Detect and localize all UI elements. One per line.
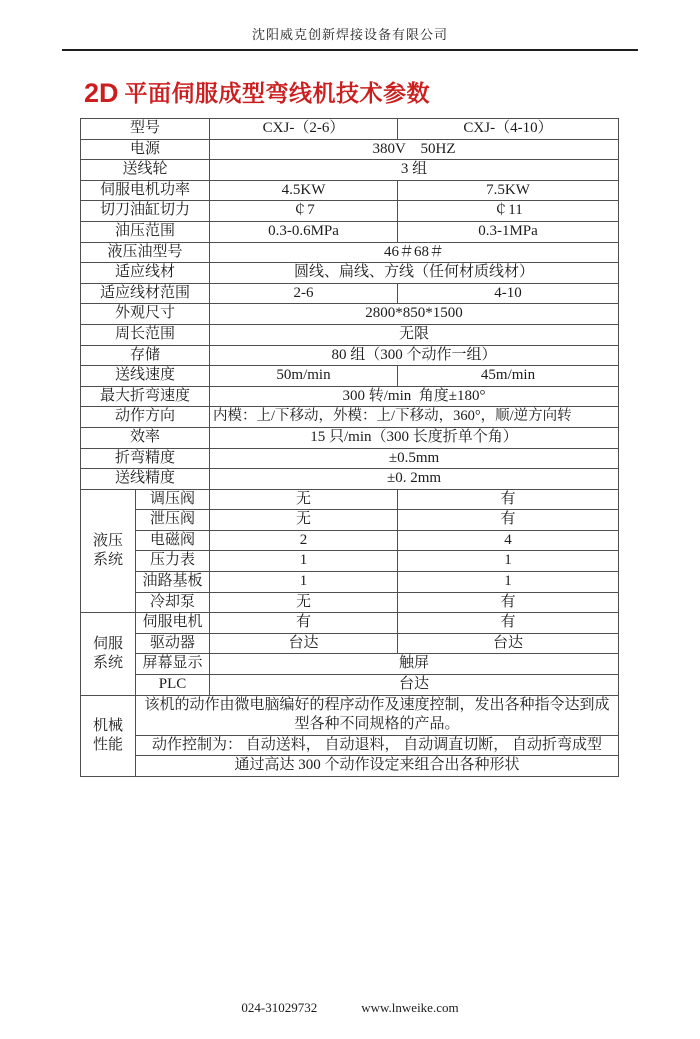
row-value-col1: 50m/min	[210, 366, 398, 387]
row-label: 动作方向	[81, 407, 210, 428]
page-footer	[0, 1000, 700, 1016]
row-label: 适应线材	[81, 263, 210, 284]
table-row	[81, 633, 619, 654]
table-row	[81, 489, 619, 510]
table-row	[81, 119, 619, 140]
row-value-col1: 台达	[210, 633, 398, 654]
group-label: 伺服系统	[81, 613, 136, 695]
row-label: 周长范围	[81, 324, 210, 345]
table-row	[81, 283, 619, 304]
company-name: 沈阳威克创新焊接设备有限公司	[251, 27, 448, 42]
row-value-col2: 7.5KW	[398, 180, 619, 201]
row-value: 无限	[210, 324, 619, 345]
table-row	[81, 160, 619, 181]
table-row	[81, 139, 619, 160]
row-label: PLC	[136, 675, 210, 696]
table-row	[81, 469, 619, 490]
row-value-col2: 1	[398, 551, 619, 572]
row-value-col2: CXJ-（4-10）	[398, 119, 619, 140]
row-value-col2: 有	[398, 510, 619, 531]
row-value-col1: 2	[210, 530, 398, 551]
table-row	[81, 530, 619, 551]
table-row	[81, 201, 619, 222]
row-value: 台达	[210, 675, 619, 696]
row-value-col2: 4-10	[398, 283, 619, 304]
table-row	[81, 221, 619, 242]
table-row	[81, 613, 619, 634]
row-label: 外观尺寸	[81, 304, 210, 325]
group-label: 液压系统	[81, 489, 136, 613]
table-row	[81, 242, 619, 263]
table-row	[81, 675, 619, 696]
table-row	[81, 304, 619, 325]
row-value: 动作控制为： 自动送料， 自动退料， 自动调直切断， 自动折弯成型	[136, 735, 619, 756]
table-row	[81, 263, 619, 284]
row-label: 伺服电机功率	[81, 180, 210, 201]
table-row	[81, 386, 619, 407]
row-value-col2: 有	[398, 613, 619, 634]
row-value-col1: 无	[210, 510, 398, 531]
row-label: 存储	[81, 345, 210, 366]
row-label: 液压油型号	[81, 242, 210, 263]
table-row	[81, 592, 619, 613]
row-value: 通过高达 300 个动作设定来组合出各种形状	[136, 756, 619, 777]
footer-website: www.lnweike.com	[361, 1000, 459, 1015]
row-label: 调压阀	[136, 489, 210, 510]
row-label: 油压范围	[81, 221, 210, 242]
row-value: 圆线、扁线、方线（任何材质线材）	[210, 263, 619, 284]
row-value-col1: 4.5KW	[210, 180, 398, 201]
row-value: 15 只/min（300 长度折单个角）	[210, 427, 619, 448]
row-value: 46＃68＃	[210, 242, 619, 263]
row-value-col2: 有	[398, 489, 619, 510]
table-row	[81, 324, 619, 345]
row-value-col2: 0.3-1MPa	[398, 221, 619, 242]
table-row	[81, 572, 619, 593]
row-value: ±0. 2mm	[210, 469, 619, 490]
row-value: 380V 50HZ	[210, 139, 619, 160]
row-value-col2: 4	[398, 530, 619, 551]
row-label: 折弯精度	[81, 448, 210, 469]
company-header	[62, 24, 638, 51]
row-label: 电磁阀	[136, 530, 210, 551]
footer-phone: 024-31029732	[241, 1000, 318, 1015]
row-label: 屏幕显示	[136, 654, 210, 675]
row-label: 送线轮	[81, 160, 210, 181]
row-label: 效率	[81, 427, 210, 448]
row-label: 送线精度	[81, 469, 210, 490]
row-value-col1: ￠7	[210, 201, 398, 222]
row-value-col2: 45m/min	[398, 366, 619, 387]
spec-table	[80, 118, 619, 777]
row-value-col2: ￠11	[398, 201, 619, 222]
table-row	[81, 551, 619, 572]
row-value-col2: 1	[398, 572, 619, 593]
page-title	[84, 75, 700, 109]
row-value-col1: 0.3-0.6MPa	[210, 221, 398, 242]
row-value: 该机的动作由微电脑编好的程序动作及速度控制，发出各种指令达到成型各种不同规格的产品。	[136, 695, 619, 735]
row-value: ±0.5mm	[210, 448, 619, 469]
row-label: 电源	[81, 139, 210, 160]
row-value: 80 组（300 个动作一组）	[210, 345, 619, 366]
table-row	[81, 427, 619, 448]
row-value-col2: 有	[398, 592, 619, 613]
row-label: 压力表	[136, 551, 210, 572]
row-value: 300 转/min 角度±180°	[210, 386, 619, 407]
title-text: 平面伺服成型弯线机技术参数	[124, 81, 431, 106]
row-label: 伺服电机	[136, 613, 210, 634]
title-prefix: 2D	[84, 78, 119, 108]
row-value-col1: 无	[210, 592, 398, 613]
spec-table-body	[81, 119, 619, 777]
row-value-col1: 2-6	[210, 283, 398, 304]
row-value-col1: 有	[210, 613, 398, 634]
row-label: 泄压阀	[136, 510, 210, 531]
table-row	[81, 180, 619, 201]
table-row	[81, 448, 619, 469]
table-row	[81, 407, 619, 428]
table-row	[81, 735, 619, 756]
table-row	[81, 695, 619, 735]
table-row	[81, 345, 619, 366]
row-label: 型号	[81, 119, 210, 140]
row-label: 油路基板	[136, 572, 210, 593]
row-value-col1: 无	[210, 489, 398, 510]
row-value-col1: 1	[210, 572, 398, 593]
row-label: 冷却泵	[136, 592, 210, 613]
table-row	[81, 756, 619, 777]
row-label: 适应线材范围	[81, 283, 210, 304]
row-label: 最大折弯速度	[81, 386, 210, 407]
row-value: 内模：上/下移动，外模：上/下移动，360°，顺/逆方向转	[210, 407, 619, 428]
row-value: 3 组	[210, 160, 619, 181]
row-label: 送线速度	[81, 366, 210, 387]
row-value: 2800*850*1500	[210, 304, 619, 325]
document-page	[0, 24, 700, 1015]
row-value: 触屏	[210, 654, 619, 675]
table-row	[81, 510, 619, 531]
row-value-col1: 1	[210, 551, 398, 572]
group-label: 机械性能	[81, 695, 136, 776]
table-row	[81, 366, 619, 387]
table-row	[81, 654, 619, 675]
row-label: 驱动器	[136, 633, 210, 654]
row-value-col1: CXJ-（2-6）	[210, 119, 398, 140]
row-value-col2: 台达	[398, 633, 619, 654]
row-label: 切刀油缸切力	[81, 201, 210, 222]
